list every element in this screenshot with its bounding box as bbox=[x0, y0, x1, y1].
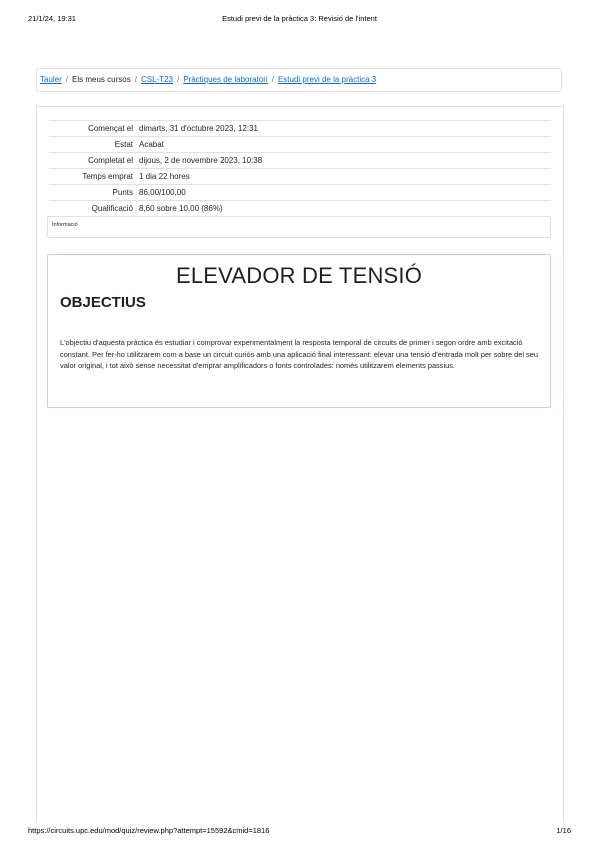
summary-label: Temps emprat bbox=[82, 172, 133, 181]
summary-value: 8,60 sobre 10,00 (86%) bbox=[139, 204, 223, 213]
print-page-number: 1/16 bbox=[556, 826, 571, 835]
breadcrumb-link-tauler[interactable]: Tauler bbox=[40, 75, 62, 84]
table-row bbox=[49, 201, 551, 217]
breadcrumb-item-courses: Els meus cursos bbox=[72, 75, 131, 84]
breadcrumb-link-quiz[interactable]: Estudi previ de la pràctica 3 bbox=[277, 75, 377, 84]
summary-label: Començat el bbox=[88, 124, 133, 133]
summary-label: Completat el bbox=[88, 156, 133, 165]
print-title: Estudi previ de la pràctica 3: Revisió de l'intent bbox=[222, 14, 377, 23]
breadcrumb-separator: / bbox=[176, 75, 180, 84]
summary-label: Punts bbox=[112, 188, 133, 197]
table-row bbox=[49, 169, 551, 185]
content-subtitle: OBJECTIUS bbox=[60, 294, 146, 311]
breadcrumb-separator: / bbox=[134, 75, 137, 84]
breadcrumb bbox=[36, 68, 562, 92]
table-row bbox=[49, 137, 551, 153]
print-url: https://circuits.upc.edu/mod/quiz/review.php?attempt=15592&cmid=1816 bbox=[28, 826, 270, 835]
breadcrumb-link-course[interactable]: CSL-T23 bbox=[140, 75, 173, 84]
info-box bbox=[47, 216, 551, 238]
summary-label: Qualificació bbox=[91, 204, 133, 213]
summary-value: dijous, 2 de novembre 2023, 10:38 bbox=[139, 156, 263, 165]
summary-value: dimarts, 31 d'octubre 2023, 12:31 bbox=[139, 124, 258, 133]
summary-value: 1 dia 22 hores bbox=[139, 172, 190, 181]
breadcrumb-separator: / bbox=[65, 75, 69, 84]
print-date: 21/1/24, 19:31 bbox=[28, 14, 76, 23]
print-header bbox=[0, 14, 599, 26]
content-paragraph: L'objectiu d'aquesta pràctica és estudiar i comprovar experimentalment la resposta temporal de circuits de primer i segon ordre amb excitació constant. Per fer-ho utilitzarem com a base un circuit curiós amb una aplicació final interessant: elevar una tensió d'entrada molt per sobre del seu valor original, i tot això sense necessitat d'emprar amplificadors o fonts controlades: només utilitzarem elements passius. bbox=[60, 338, 538, 371]
breadcrumb-separator: / bbox=[271, 75, 274, 84]
table-row bbox=[49, 185, 551, 201]
table-row bbox=[49, 153, 551, 169]
info-label: Informació bbox=[52, 222, 78, 228]
summary-value: 86,00/100,00 bbox=[139, 188, 186, 197]
breadcrumb-link-section[interactable]: Pràctiques de laboratori bbox=[183, 75, 268, 84]
summary-value: Acabat bbox=[139, 140, 164, 149]
print-footer bbox=[0, 826, 599, 838]
description-box bbox=[47, 254, 551, 408]
summary-label: Estat bbox=[114, 140, 133, 149]
attempt-summary-table bbox=[49, 120, 551, 217]
content-title: ELEVADOR DE TENSIÓ bbox=[175, 263, 423, 288]
table-row bbox=[49, 121, 551, 137]
